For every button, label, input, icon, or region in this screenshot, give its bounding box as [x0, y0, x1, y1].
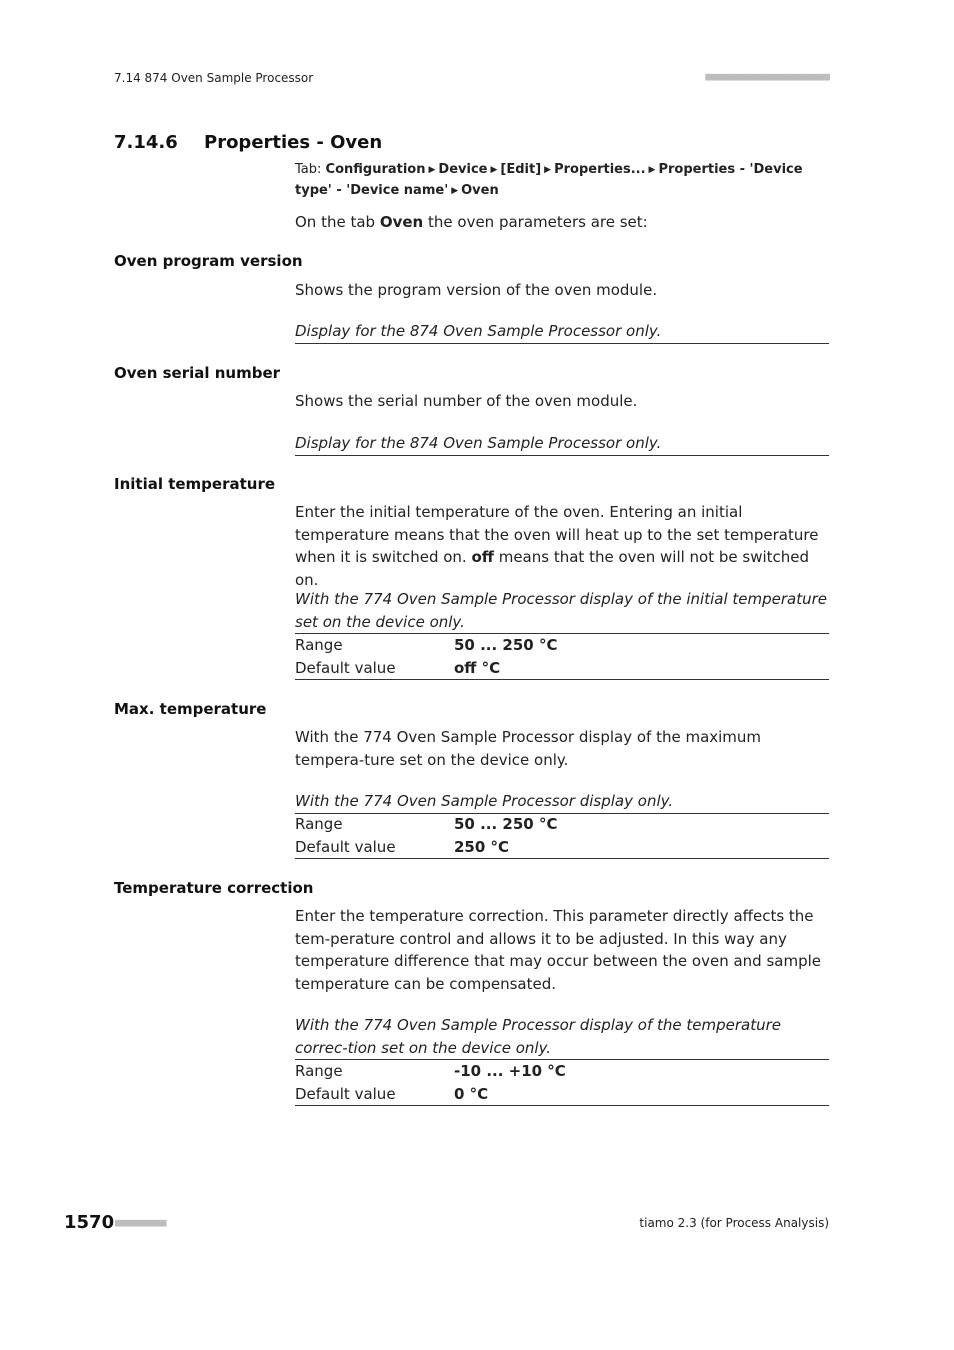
param-table — [295, 813, 829, 859]
default-row — [295, 657, 829, 680]
range-label: Range — [295, 636, 343, 654]
breadcrumb-item-device: Device — [438, 162, 488, 177]
section-number: 7.14.6 — [114, 132, 178, 153]
default-label: Default value — [295, 1084, 396, 1103]
default-row — [295, 1083, 829, 1106]
param-description — [295, 501, 829, 591]
param-initial-temperature: Initial temperature — [114, 475, 276, 493]
param-note: Display for the 874 Oven Sample Processor only. — [295, 432, 829, 456]
param-note: With the 774 Oven Sample Processor display of the initial temperature set on the device only. — [295, 588, 829, 634]
default-value: 250 °C — [454, 837, 510, 856]
section-heading: Properties - Oven — [204, 132, 383, 153]
default-row — [295, 836, 829, 859]
param-table — [295, 1060, 829, 1106]
param-max-temperature: Max. temperature — [114, 700, 267, 718]
default-value: 0 °C — [454, 1084, 489, 1103]
breadcrumb — [295, 160, 829, 202]
range-row — [295, 634, 829, 657]
range-row — [295, 813, 829, 836]
param-description: Shows the program version of the oven module. — [295, 281, 658, 299]
breadcrumb-item-properties-device: Properties - 'Device type' - 'Device name' — [295, 162, 803, 198]
footer-dots: ■■■■■■■■■ — [115, 1216, 166, 1229]
param-temperature-correction: Temperature correction — [114, 879, 314, 897]
param-note: Display for the 874 Oven Sample Processor only. — [295, 320, 829, 344]
range-value: -10 ... +10 °C — [454, 1062, 566, 1080]
desc-post: means that the oven will not be switched on. — [295, 548, 810, 589]
breadcrumb-arrow-icon: ▶ — [490, 165, 498, 175]
intro-text — [295, 211, 648, 233]
breadcrumb-item-oven: Oven — [461, 183, 499, 198]
default-value: off °C — [454, 658, 501, 677]
param-note: With the 774 Oven Sample Processor display of the temperature correc-tion set on the device only. — [295, 1014, 829, 1060]
breadcrumb-item-edit: [Edit] — [500, 162, 542, 177]
param-note: With the 774 Oven Sample Processor display only. — [295, 790, 829, 814]
param-oven-serial-number: Oven serial number — [114, 364, 281, 382]
intro-pre: On the tab — [295, 213, 380, 231]
desc-pre: Enter the initial temperature of the oven. Entering an initial temperature means that the oven will heat up to the set temperature when it is switched on. — [295, 503, 819, 566]
footer-product: tiamo 2.3 (for Process Analysis) — [639, 1216, 829, 1230]
breadcrumb-arrow-icon: ▶ — [648, 165, 656, 175]
default-label: Default value — [295, 658, 396, 677]
breadcrumb-arrow-icon: ▶ — [451, 186, 459, 196]
running-header: 7.14 874 Oven Sample Processor — [114, 71, 314, 85]
param-description: Shows the serial number of the oven module. — [295, 392, 638, 410]
range-value: 50 ... 250 °C — [454, 815, 558, 833]
param-description: With the 774 Oven Sample Processor display of the maximum tempera-ture set on the device only. — [295, 728, 762, 769]
param-table — [295, 634, 829, 680]
range-label: Range — [295, 815, 343, 833]
default-label: Default value — [295, 837, 396, 856]
intro-bold: Oven — [379, 213, 424, 231]
intro-post: the oven parameters are set: — [423, 213, 648, 231]
param-description: Enter the temperature correction. This parameter directly affects the tem-perature control and allows it to be adjusted. In this way any temperature difference that may occur between the oven and sample temperature can be compensated. — [295, 907, 822, 993]
range-label: Range — [295, 1062, 343, 1080]
desc-bold: off — [471, 548, 494, 566]
range-row — [295, 1060, 829, 1083]
param-oven-program-version: Oven program version — [114, 252, 303, 270]
breadcrumb-item-properties: Properties... — [554, 162, 646, 177]
breadcrumb-prefix: Tab: — [295, 162, 322, 177]
section-title — [114, 132, 382, 153]
breadcrumb-arrow-icon: ▶ — [428, 165, 436, 175]
breadcrumb-item-configuration: Configuration — [325, 162, 426, 177]
range-value: 50 ... 250 °C — [454, 636, 558, 654]
page-number: 1570 — [64, 1212, 115, 1233]
breadcrumb-arrow-icon: ▶ — [544, 165, 552, 175]
header-dots: ■■■■■■■■■■■■■■■■■■■■■■ — [705, 70, 829, 83]
